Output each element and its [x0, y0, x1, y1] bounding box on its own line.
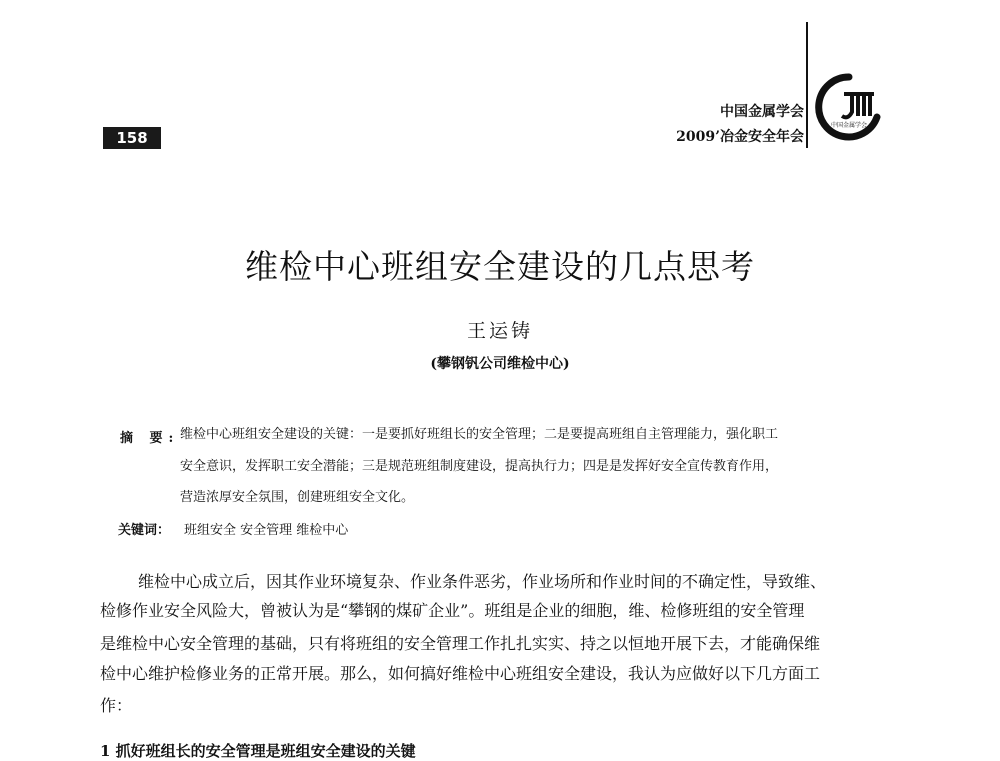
article-author: 王运铸 — [466, 320, 533, 342]
article-affiliation: (攀钢钒公司维检中心) — [430, 356, 570, 372]
section-heading: 1 抓好班组长的安全管理是班组安全建设的关键 — [100, 742, 416, 760]
keywords-label: 关键词： — [118, 523, 171, 538]
body-line: 是维检中心安全管理的基础，只有将班组的安全管理工作扎扎实实、持之以恒地开展下去，才能确保维 — [100, 634, 821, 653]
body-line: 检中心维护检修业务的正常开展。那么，如何搞好维检中心班组安全建设，我认为应做好以下几方面工 — [100, 664, 821, 683]
abstract-line: 营造浓厚安全氛围，创建班组安全文化。 — [180, 490, 415, 505]
article-title: 维检中心班组安全建设的几点思考 — [245, 247, 755, 286]
keywords-text: 班组安全 安全管理 维检中心 — [184, 523, 349, 538]
page-number: 158 — [103, 127, 161, 149]
header-conference: 2009’冶金安全年会 — [676, 129, 804, 145]
logo-text: 中国金属学会 — [830, 122, 868, 129]
body-line: 检修作业安全风险大，曾被认为是“攀钢的煤矿企业”。班组是企业的细胞，维、检修班组的安全管理 — [100, 601, 805, 620]
abstract-line: 维检中心班组安全建设的关键：一是要抓好班组长的安全管理；二是要提高班组自主管理能力，强化职工 — [180, 427, 779, 442]
abstract-line: 安全意识，发挥职工安全潜能；三是规范班组制度建设，提高执行力；四是是发挥好安全宣传教育作用， — [180, 459, 779, 474]
abstract-label: 摘 要: — [120, 431, 180, 446]
header-divider — [806, 22, 808, 148]
society-logo — [814, 72, 884, 142]
body-line: 维检中心成立后，因其作业环境复杂、作业条件恶劣，作业场所和作业时间的不确定性，导致维、 — [138, 572, 827, 591]
body-line: 作： — [100, 696, 133, 715]
header-organization: 中国金属学会 — [720, 104, 804, 120]
